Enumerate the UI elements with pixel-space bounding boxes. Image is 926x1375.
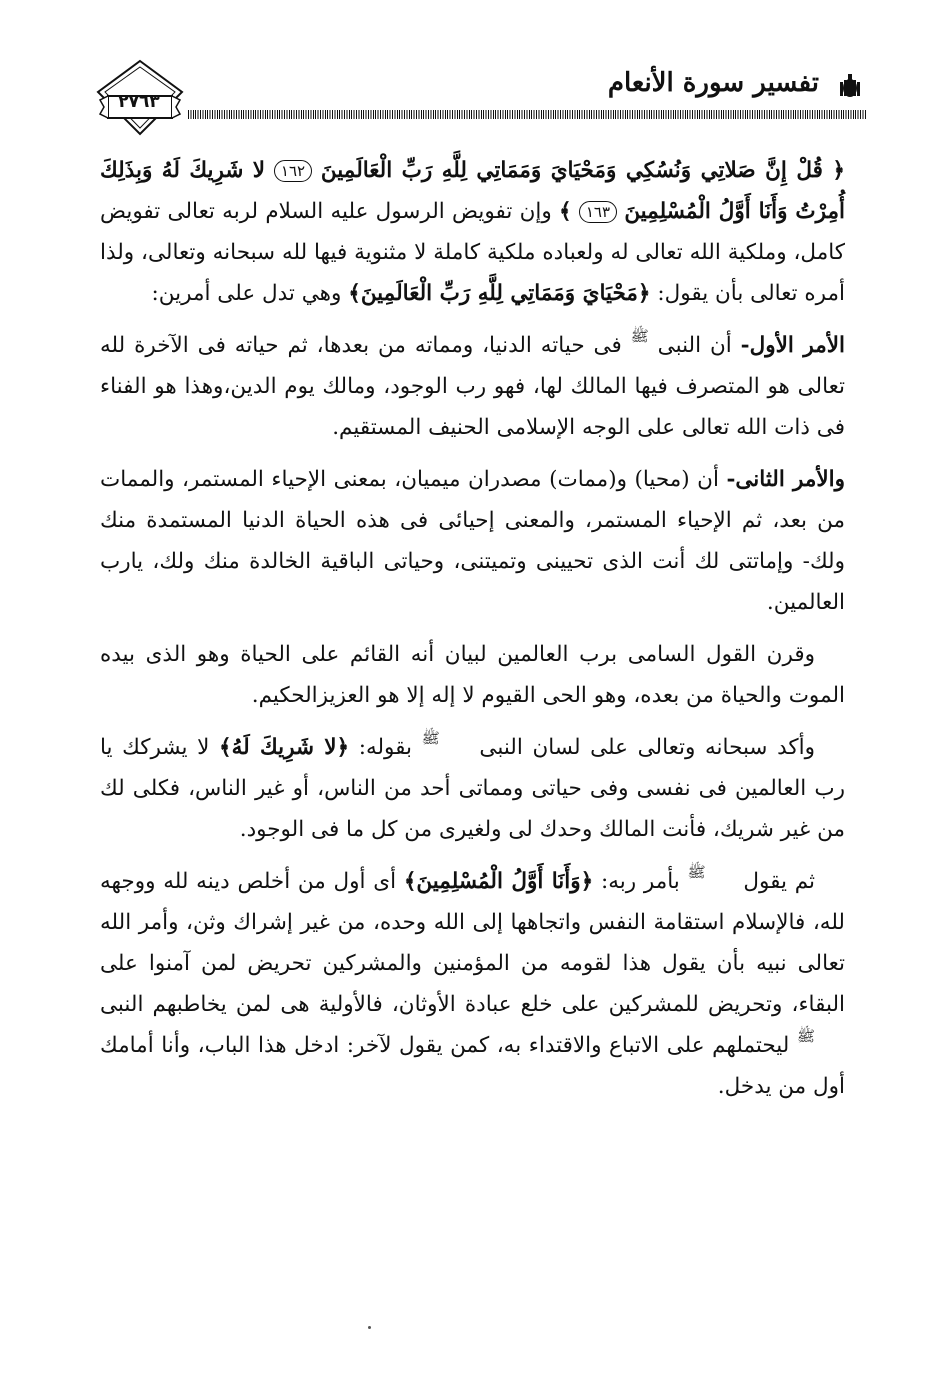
quran-quote: ﴿مَحْيَايَ وَمَمَاتِي لِلَّهِ رَبِّ الْعَالَمِينَ﴾ — [348, 281, 651, 306]
verse-number: ١٦٢ — [274, 160, 312, 182]
paragraph-lord-of-worlds — [100, 634, 845, 716]
salutation-glyph: ﷺ — [421, 729, 440, 747]
paragraph-verse — [100, 150, 845, 314]
quran-verse: لا شَرِيكَ لَهُ وَبِذَلِكَ أُمِرْتُ وَأَنَا أَوَّلُ الْمُسْلِمِينَ — [100, 158, 846, 224]
commentary-text: أى أول من أخلص دينه لله ووجهه لله، فالإسلام استقامة النفس واتجاهها إلى الله وحده، من غير إشراك وثن، وأمر الله تعالى نبيه بأن يقول هذا لقومه من المؤمنين والمشركين تحريض لمن آمنوا على البقاء، وتحريض للمشركين على خلع عبادة الأوثان، فالأولية هى لمن يخاطبهم النبى — [100, 869, 845, 1017]
commentary-text: وإن تفويض الرسول عليه السلام لربه تعالى تفويض كامل، وملكية الله تعالى له ولعباده ملكية كاملة لا مثنوية فيها لله سبحانه وتعالى، ولذا أمره تعالى بأن يقول: — [100, 199, 845, 306]
commentary-text: ثم يقول — [743, 869, 816, 894]
quran-verse: ﴿ قُلْ إِنَّ صَلاتِي وَنُسُكِي وَمَحْيَايَ وَمَمَاتِي لِلَّهِ رَبِّ الْعَالَمِينَ — [320, 158, 845, 183]
header-rule — [188, 110, 867, 119]
paragraph-first-muslim — [100, 861, 845, 1107]
commentary-text: وأكد سبحانه وتعالى على لسان النبى — [479, 735, 815, 760]
paragraph-lead: الأمر الأول- — [740, 333, 845, 358]
paragraph-no-partner — [100, 727, 845, 850]
salutation-glyph: ﷺ — [796, 1027, 815, 1045]
salutation-glyph: ﷺ — [630, 327, 649, 345]
salutation-glyph: ﷺ — [687, 863, 706, 881]
quran-bracket: ﴾ — [559, 199, 572, 224]
commentary-text: لا يشركك يا رب العالمين فى نفسى وفى حياتى ومماتى أحد من الناس، أو غير الناس، فكلى لك من غير شريك، فأنت المالك وحدك لى ولغيرى من كل ما فى الوجود. — [100, 735, 845, 842]
commentary-text: أن (محيا) و(ممات) مصدران ميميان، بمعنى الإحياء المستمر، والممات من بعد، ثم الإحياء المستمر، والمعنى إحيائى فى هذه الحياة الدنيا المستمدة منك ولك- وإماتتى لك أنت الذى تحيينى وتميتنى، وحياتى الباقية الخالدة منك ولك، يارب العالمين. — [100, 467, 845, 615]
paragraph-second-matter — [100, 459, 845, 623]
quran-quote: ﴿لا شَرِيكَ لَهُ﴾ — [219, 735, 350, 760]
ink-speck — [368, 1326, 371, 1329]
commentary-text: فى حياته الدنيا، ومماته من بعدها، ثم حياته فى الآخرة لله تعالى هو المتصرف فيها المالك لها، فهو رب الوجود، ومالك يوم الدين،وهذا هو الفناء فى ذات الله تعالى على الوجه الإسلامى الحنيف المستقيم. — [100, 333, 845, 440]
commentary-text: وقرن القول السامى برب العالمين لبيان أنه القائم على الحياة وهو الذى بيده الموت والحياة من بعده، وهو الحى القيوم لا إله إلا هو العزيزالحكيم. — [100, 642, 845, 708]
quran-quote: ﴿وَأَنَا أَوَّلُ الْمُسْلِمِينَ﴾ — [403, 869, 594, 894]
paragraph-first-matter — [100, 325, 845, 448]
running-title: تفسير سورة الأنعام — [607, 68, 819, 98]
commentary-text: وهي تدل على أمرين: — [151, 281, 342, 306]
page-number: ٢٧٦٣ — [118, 92, 160, 112]
commentary-text: بأمر ربه: — [600, 869, 680, 894]
paragraph-lead: والأمر الثانى- — [726, 467, 845, 492]
flower-ornament-icon — [835, 72, 865, 100]
commentary-text: أن النبى — [657, 333, 732, 358]
verse-number: ١٦٣ — [579, 201, 617, 223]
body-text — [100, 150, 845, 1118]
commentary-text: بقوله: — [358, 735, 413, 760]
page-header — [92, 58, 867, 148]
commentary-text: ليحتملهم على الاتباع والاقتداء به، كمن يقول لآخر: ادخل هذا الباب، وأنا أمامك أول من يدخل. — [100, 1033, 845, 1099]
